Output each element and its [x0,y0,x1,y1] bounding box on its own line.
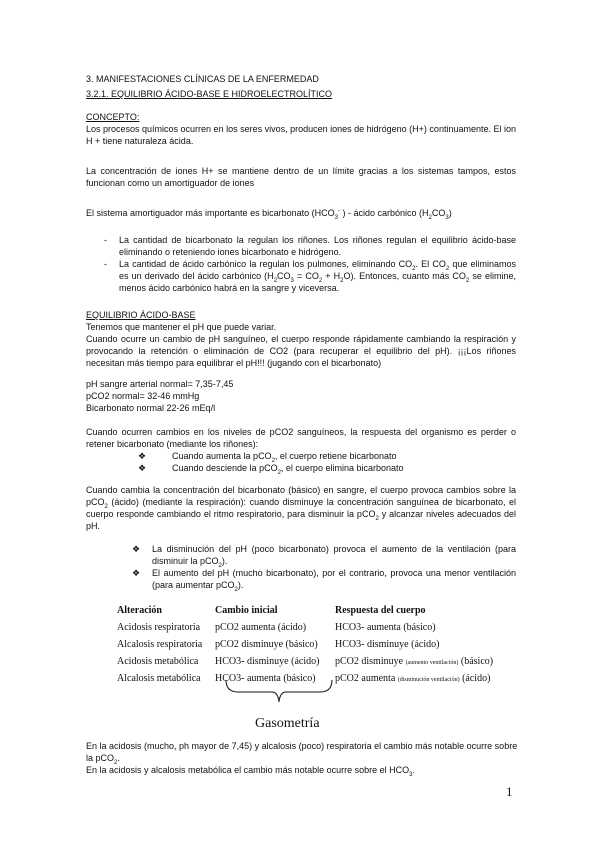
list-item: ❖ Cuando desciende la pCO$_2$, el cuerpo elimina bicarbonato [138,463,404,476]
concepto-bullet-list [86,234,516,294]
table-cell: pCO2 aumenta (disminución ventilación) (ácido) [335,673,491,684]
table-cell: Alcalosis metabólica [117,673,201,684]
table-cell: Acidosis metabólica [117,656,199,667]
equilibrio-title: EQUILIBRIO ÁCIDO-BASE [86,310,196,320]
equilibrio-paragraph-3: Cuando ocurren cambios en los niveles de pCO2 sanguíneos, la respuesta del organismo es perder o retener bicarbonato (mediante los riñones): [86,427,516,449]
diamond-bullet-icon: ❖ [132,544,141,554]
table-cell: HCO3- disminuye (ácido) [215,656,320,667]
equilibrio-paragraph-1: Tenemos que mantener el pH que puede variar. [86,322,277,332]
concepto-paragraph-3: El sistema amortiguador más importante es bicarbonato ($HCO_3^-$ ) - ácido carbónico $(H_2CO_3)$ [86,208,452,221]
table-cell: pCO2 disminuye (aumento ventilación) (básico) [335,656,494,667]
equilibrio-paragraph-4: Cuando cambia la concentración del bicarbonato (básico) en sangre, el cuerpo provoca cambios sobre la pCO$_2$ (ácido) (mediante la respiración): cuando disminuye la concentración sanguínea de bicarbonato, el cuerpo responde cambiando el ritmo respiratorio, para disminuir la pCO$_2$ y alcanzar niveles adecuados del pH. [86,485,516,531]
list-item: ❖ La disminución del pH (poco bicarbonato) provoca el aumento de la ventilación (para disminuir la pCO$_2$). [132,544,516,569]
dash-bullet: - [104,259,107,269]
list-item: - La cantidad de ácido carbónico la regulan los pulmones, eliminando $CO_2$. El $CO_2$ que eliminamos es un derivado del ácido carbónico $(H_2CO_3 = CO_2 + H_2O)$. Entonces, cuanto más $CO_2$ se elimine, menos ácido carbónico habrá en la sangre y viceversa. [104,259,516,293]
normal-ph: pH sangre arterial normal= 7,35-7,45 [86,379,234,389]
list-item: ❖ El aumento del pH (mucho bicarbonato), por el contrario, provoca una menor ventilación (para aumentar pCO$_2$). [132,568,516,593]
concepto-paragraph-1: Los procesos químicos ocurren en los seres vivos, producen iones de hidrógeno (H+) continuamente. El ion H + tiene naturaleza ácida. [86,124,516,146]
ph-ventilation-list [86,543,516,591]
diamond-bullet-icon: ❖ [138,451,147,461]
table-row [117,639,493,656]
diamond-bullet-icon: ❖ [132,568,141,578]
table-cell: Acidosis respiratoria [117,622,201,633]
table-cell: HCO3- disminuye (ácido) [335,639,440,650]
closing-paragraph-1: En la acidosis (mucho, ph mayor de 7,45) y alcalosis (poco) respiratoria el cambio más notable ocurre sobre la pCO$_2$. [86,741,518,766]
table-row [117,622,493,639]
table-header: Cambio inicial [215,605,278,616]
dash-bullet: - [104,235,107,245]
table-header: Respuesta del cuerpo [335,605,426,616]
gasometria-label: Gasometría [255,716,320,731]
table-cell: HCO3- aumenta (básico) [335,622,436,633]
table-cell: pCO2 aumenta (ácido) [215,622,307,633]
table-row [117,656,493,673]
section-heading: 3. MANIFESTACIONES CLÍNICAS DE LA ENFERMEDAD [86,74,319,84]
gasometria-brace [224,678,334,708]
concepto-title: CONCEPTO: [86,112,140,122]
normal-bicarbonate: Bicarbonato normal 22-26 mEq/l [86,403,216,413]
diamond-bullet-icon: ❖ [138,463,147,473]
table-header: Alteración [117,605,162,616]
table-cell: Alcalosis respiratoria [117,639,203,650]
subsection-heading: 3.2.1. EQUILIBRIO ÁCIDO-BASE E HIDROELECTROLÍTICO [86,89,333,99]
normal-values [86,378,233,414]
table-cell: HCO3- aumenta (básico) [215,673,316,684]
concepto-paragraph-2: La concentración de iones H+ se mantiene dentro de un límite gracias a los sistemas tampos, estos funcionan como un amortiguador de iones [86,166,516,188]
table-header-row [117,605,493,622]
equilibrio-paragraph-2: Cuando ocurre un cambio de pH sanguíneo, el cuerpo responde rápidamente cambiando la respiración y provocando la retención o eliminación de CO2 (para recuperar el equilibrio del pH). ¡¡¡Los riñones necesitan más tiempo para equilibrar el pH!!! (jugando con el bicarbonato) [86,334,516,368]
list-item: - La cantidad de bicarbonato la regulan los riñones. Los riñones regulan el equilibrio ácido-base eliminando o reteniendo iones bicarbonato e hidrógeno. [104,235,516,257]
list-item: ❖ Cuando aumenta la pCO$_2$, el cuerpo retiene bicarbonato [138,451,397,464]
pco2-response-list [86,450,516,474]
table-cell: pCO2 disminuye (básico) [215,639,318,650]
page-number: 1 [506,784,513,799]
closing-paragraph-2: En la acidosis y alcalosis metabólica el cambio más notable ocurre sobre el $HCO_3$. [86,765,416,778]
normal-pco2: pCO2 normal= 32-46 mmHg [86,391,200,401]
